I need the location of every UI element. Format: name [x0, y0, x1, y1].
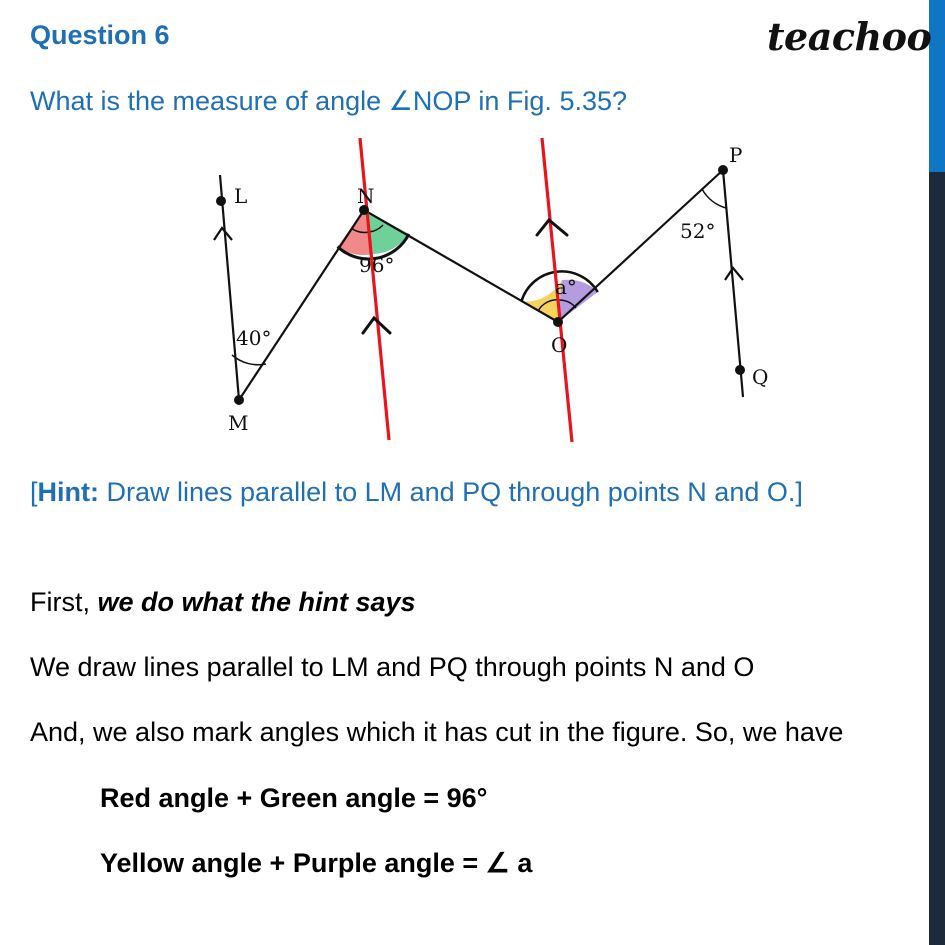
arrow-on-lm: [214, 228, 232, 240]
paragraph-first: [30, 587, 416, 618]
label-l: L: [234, 184, 248, 208]
geometry-figure: [0, 0, 945, 470]
label-angle-52: 52°: [680, 219, 716, 243]
label-m: M: [228, 411, 249, 435]
point-q: [735, 365, 745, 375]
line-op: [558, 170, 723, 322]
point-p: [718, 165, 728, 175]
paragraph-first-plain: First,: [30, 587, 98, 617]
hint-body: Draw lines parallel to LM and PQ through points N and O.]: [99, 477, 803, 507]
equation-red-green: Red angle + Green angle = 96°: [100, 783, 488, 813]
arc-40: [232, 355, 266, 365]
line-mn: [239, 210, 364, 400]
equation-yellow-purple: Yellow angle + Purple angle = ∠ a: [100, 848, 533, 878]
point-m: [234, 395, 244, 405]
arc-52: [702, 189, 726, 208]
point-l: [216, 196, 226, 206]
paragraph-first-emphasis: we do what the hint says: [97, 587, 416, 617]
paragraph-mark-angles: And, we also mark angles which it has cut in the figure. So, we have: [30, 717, 844, 747]
question-title: Question 6: [30, 20, 170, 50]
label-o: O: [551, 333, 568, 357]
hint-open-bracket: [: [30, 477, 38, 507]
teachoo-logo: teachoo: [767, 14, 932, 59]
question-text: What is the measure of angle ∠NOP in Fig. 5.35?: [30, 86, 628, 116]
label-angle-a: a°: [555, 275, 577, 299]
arrow-on-pq: [725, 268, 743, 280]
line-pq: [723, 170, 743, 397]
label-q: Q: [752, 365, 769, 389]
hint-label: Hint:: [37, 477, 99, 507]
point-o: [553, 317, 563, 327]
line-lm: [220, 175, 239, 400]
paragraph-draw-lines: We draw lines parallel to LM and PQ through points N and O: [30, 652, 755, 682]
hint-text: [30, 477, 803, 508]
label-n: N: [357, 184, 375, 208]
label-p: P: [729, 143, 743, 167]
label-angle-96: 96°: [359, 253, 395, 277]
label-angle-40: 40°: [236, 326, 272, 350]
